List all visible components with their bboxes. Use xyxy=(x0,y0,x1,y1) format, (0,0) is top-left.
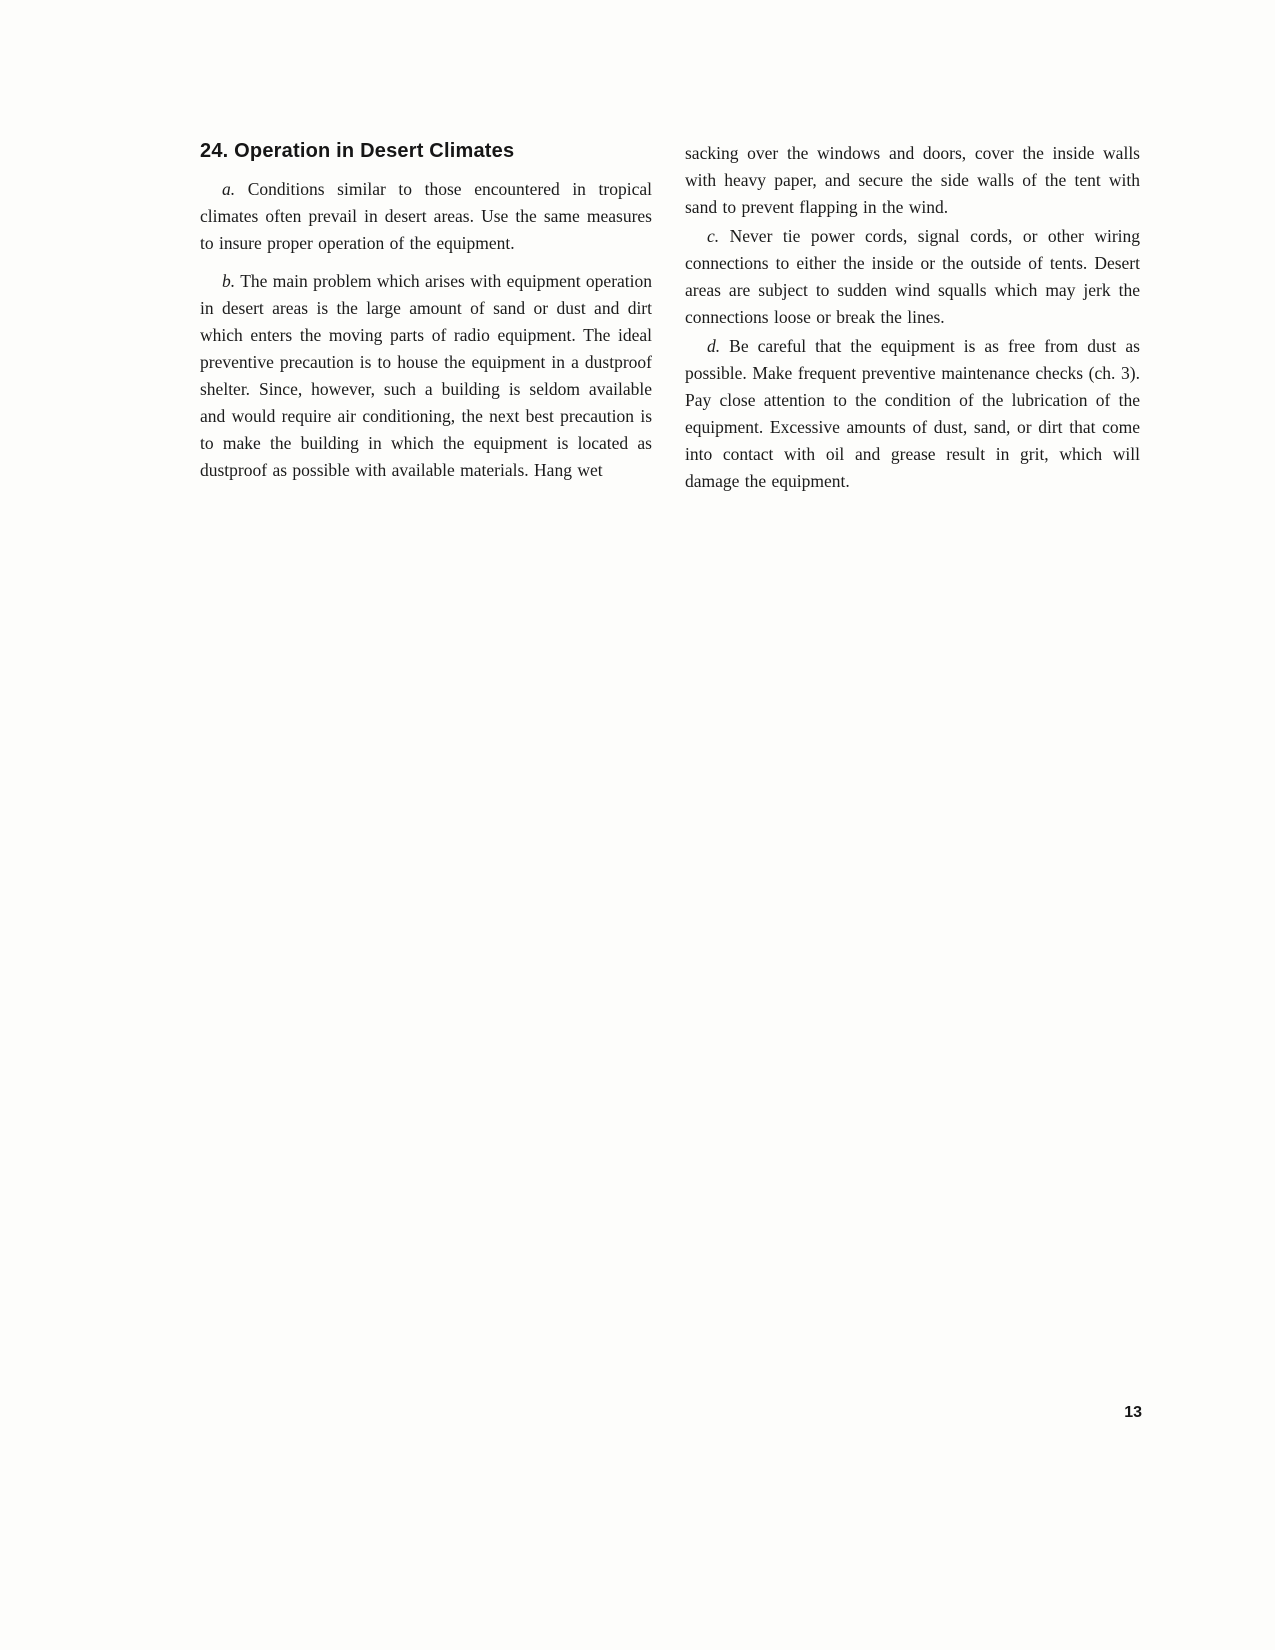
paragraph-b-text: The main problem which arises with equipment operation in desert areas is the large amount of sand or dust and dirt which enters the moving parts of radio equipment. The ideal preventive precaution is to house the equipment in a dustproof shelter. Since, however, such a building is seldom available and would require air conditioning, the next best precaution is to make the building in which the equipment is located as dustproof as possible with available materials. Hang wet xyxy=(200,271,653,480)
paragraph-d xyxy=(685,333,1140,495)
paragraph-a-text: Conditions similar to those encountered in tropical climates often prevail in desert areas. Use the same measures to insure proper operation of the equipment. xyxy=(200,179,653,253)
paragraph-c xyxy=(685,223,1140,331)
paragraph-b-label: b. xyxy=(222,271,236,291)
paragraph-d-text: Be careful that the equipment is as free from dust as possible. Make frequent preventive maintenance checks (ch. 3). Pay close attention to the condition of the lubrication of the equipment. Excessive amounts of dust, sand, or dirt that come into contact with oil and grease result in grit, which will damage the equipment. xyxy=(685,336,1140,491)
right-column xyxy=(685,140,1140,497)
paragraph-b-continued-text: sacking over the windows and doors, cover the inside walls with heavy paper, and secure the side walls of the tent with sand to prevent flapping in the wind. xyxy=(685,143,1140,217)
paragraph-b-continued xyxy=(685,140,1140,221)
left-column xyxy=(200,140,652,497)
paragraph-a-label: a. xyxy=(222,179,236,199)
section-heading: 24. Operation in Desert Climates xyxy=(200,140,515,162)
paragraph-c-label: c. xyxy=(707,226,720,246)
paragraph-a xyxy=(200,176,652,257)
paragraph-c-text: Never tie power cords, signal cords, or other wiring connections to either the inside or the outside of tents. Desert areas are subject to sudden wind squalls which may jerk the connections loose or break the lines. xyxy=(685,226,1141,327)
page-number: 13 xyxy=(1124,1404,1142,1421)
document-body xyxy=(200,140,1142,497)
paragraph-d-label: d. xyxy=(707,336,721,356)
paragraph-b xyxy=(200,268,652,484)
